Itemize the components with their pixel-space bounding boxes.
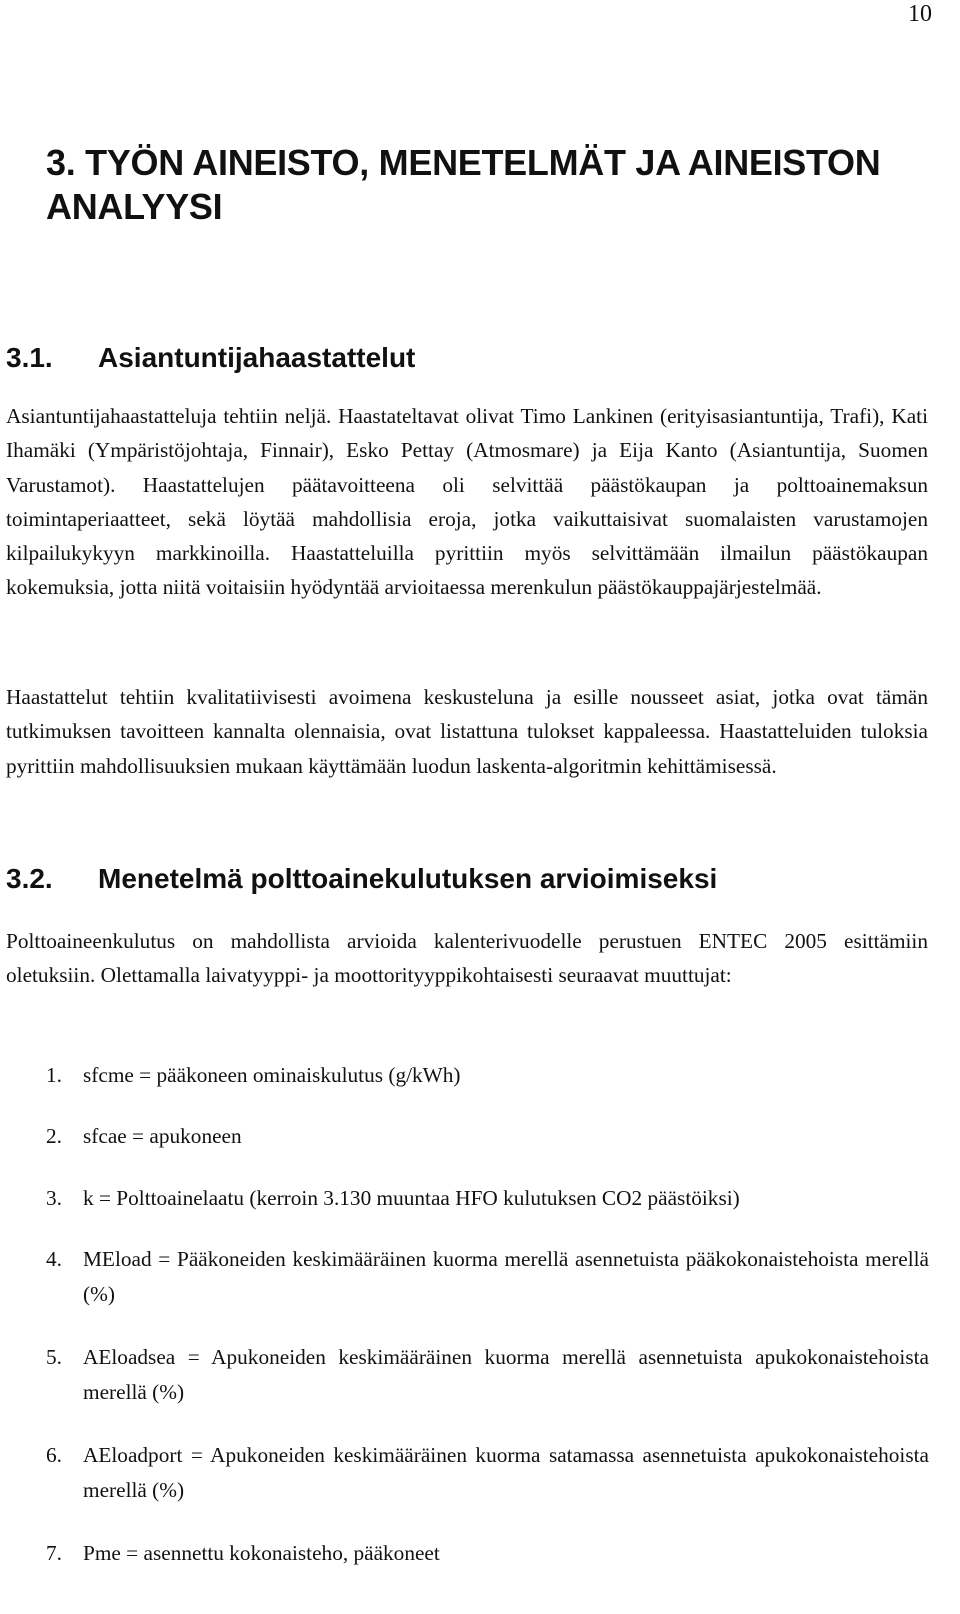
list-item (0, 1242, 960, 1312)
list-item (0, 1119, 960, 1154)
page-number: 10 (908, 1, 932, 27)
paragraph-interviews-intro: Asiantuntijahaastatteluja tehtiin neljä. Haastateltavat olivat Timo Lankinen (erityisasiantuntija, Trafi), Kati Ihamäki (Ympäristöjohtaja, Finnair), Esko Pettay (Atmosmare) ja Eija Kanto (Asiantuntija, Suomen Varustamot). Haastattelujen päätavoitteena oli selvittää päästökaupan ja polttoainemaksun toimintaperiaatteet, sekä löytää mahdollisia eroja, jotka vaikuttaisivat suomalaisten varustamojen kilpailukykyyn markkinoilla. Haastatteluilla pyrittiin myös selvittämään ilmailun päästökaupan kokemuksia, jotta niitä voitaisiin hyödyntää arvioitaessa merenkulun päästökauppajärjestelmää. (6, 404, 928, 600)
section-title: Menetelmä polttoainekulutuksen arvioimiseksi (98, 863, 718, 894)
list-item (0, 1181, 960, 1216)
section-heading-3-2 (6, 863, 717, 895)
list-marker: 2. (46, 1124, 62, 1148)
list-item-text: k = Polttoainelaatu (kerroin 3.130 muuntaa HFO kulutuksen CO2 päästöiksi) (83, 1186, 740, 1210)
section-heading-3-1 (6, 342, 415, 374)
chapter-title: 3. TYÖN AINEISTO, MENETELMÄT JA AINEISTON ANALYYSI (46, 142, 881, 227)
list-marker: 1. (46, 1063, 62, 1087)
list-item (0, 1058, 960, 1093)
list-item-text: sfcme = pääkoneen ominaiskulutus (g/kWh) (83, 1063, 461, 1087)
paragraph-interviews-method: Haastattelut tehtiin kvalitatiivisesti avoimena keskusteluna ja esille nousseet asiat, jotka ovat tämän tutkimuksen tavoitteen kannalta olennaisia, ovat listattuna tulokset kappaleessa. Haastatteluiden tuloksia pyrittiin mahdollisuuksien mukaan käyttämään luodun laskenta-algoritmin kehittämisessä. (6, 685, 928, 778)
list-marker: 6. (46, 1443, 62, 1467)
paragraph-fuel-method: Polttoaineenkulutus on mahdollista arvioida kalenterivuodelle perustuen ENTEC 2005 esittämiin oletuksiin. Olettamalla laivatyyppi- ja moottorityyppikohtaisesti seuraavat muuttujat: (6, 929, 928, 988)
list-marker: 4. (46, 1247, 62, 1271)
list-item-text: AEloadsea = Apukoneiden keskimääräinen kuorma merellä asennetuista apukokonaistehoista merellä (%) (83, 1345, 929, 1404)
section-number: 3.1. (6, 342, 53, 373)
list-item-text: Pme = asennettu kokonaisteho, pääkoneet (83, 1541, 440, 1565)
list-marker: 3. (46, 1186, 62, 1210)
list-item (0, 1536, 960, 1571)
section-title: Asiantuntijahaastattelut (98, 342, 416, 373)
list-marker: 7. (46, 1541, 62, 1565)
list-item (0, 1438, 960, 1508)
list-marker: 5. (46, 1345, 62, 1369)
list-item-text: AEloadport = Apukoneiden keskimääräinen kuorma satamassa asennetuista apukokonaistehoista merellä (%) (83, 1443, 929, 1502)
list-item (0, 1340, 960, 1410)
section-number: 3.2. (6, 863, 53, 894)
list-item-text: MEload = Pääkoneiden keskimääräinen kuorma merellä asennetuista pääkokonaistehoista merellä (%) (83, 1247, 929, 1306)
list-item-text: sfcae = apukoneen (83, 1124, 242, 1148)
